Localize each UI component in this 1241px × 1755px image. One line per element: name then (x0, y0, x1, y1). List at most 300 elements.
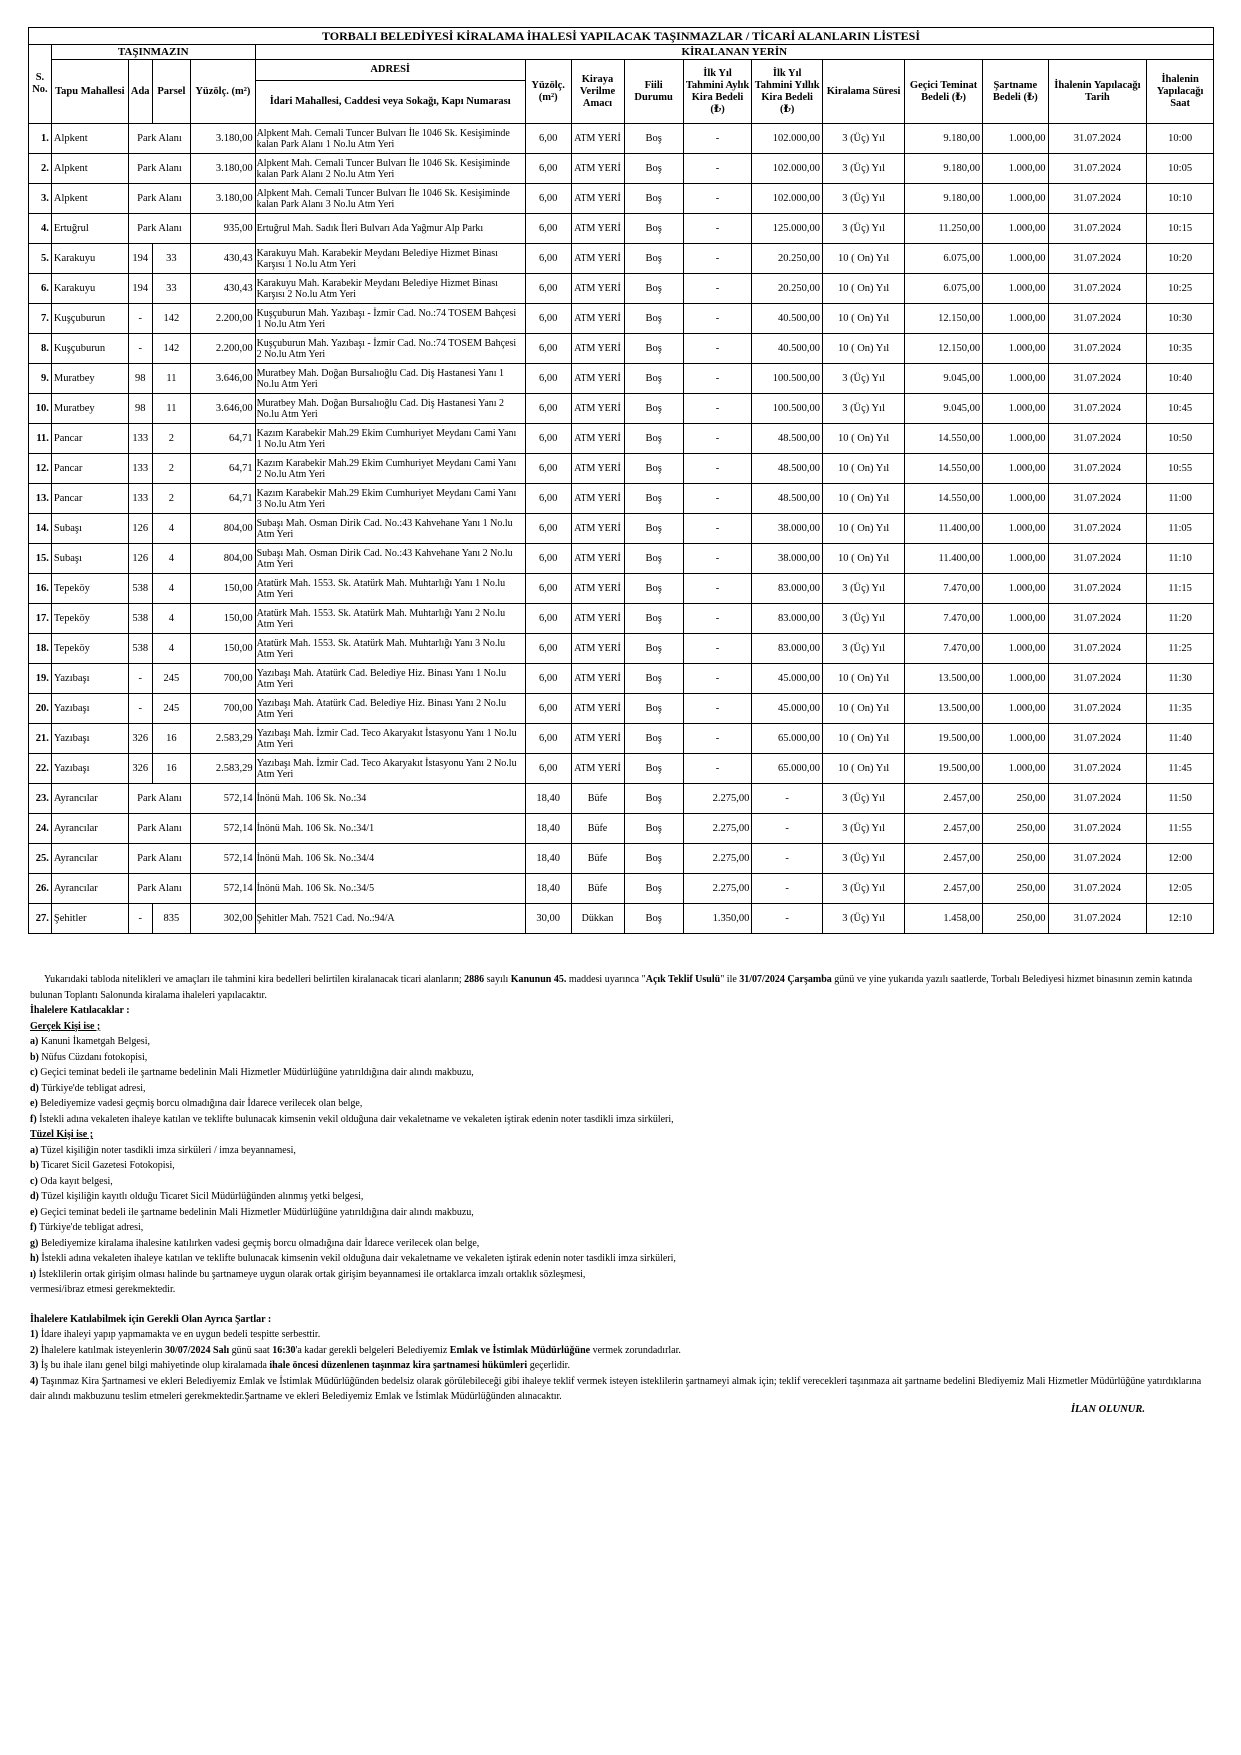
cell-sure: 10 ( On) Yıl (823, 304, 905, 334)
cell-yillik: 38.000,00 (752, 544, 823, 574)
col-amac: Kiraya Verilme Amacı (571, 60, 624, 124)
cell-fiili: Boş (624, 184, 683, 214)
cell-tarih: 31.07.2024 (1048, 724, 1147, 754)
cell-mahalle: Pancar (51, 454, 128, 484)
list-item: d) Tüzel kişiliğin kayıtlı olduğu Ticaret Sicil Müdürlüğünden alınmış yetki belgesi, (30, 1191, 364, 1202)
cell-saat: 11:40 (1147, 724, 1214, 754)
col-ada: Ada (128, 60, 152, 124)
cell-fiili: Boş (624, 394, 683, 424)
cell-amac: Büfe (571, 874, 624, 904)
cell-sure: 10 ( On) Yıl (823, 724, 905, 754)
cell-fiili: Boş (624, 784, 683, 814)
cell-yuzolcum: 64,71 (191, 454, 255, 484)
cell-teminat: 12.150,00 (905, 304, 983, 334)
cell-saat: 10:05 (1147, 154, 1214, 184)
cell-amac: Büfe (571, 844, 624, 874)
cell-ada: 126 (128, 514, 152, 544)
cell-teminat: 19.500,00 (905, 754, 983, 784)
cell-mahalle: Alpkent (51, 184, 128, 214)
table-body (29, 124, 1214, 934)
cell-mahalle: Ayrancılar (51, 814, 128, 844)
group-tasinmaz: TAŞINMAZIN (51, 45, 255, 60)
cell-yuzolcum-kiralanan: 6,00 (525, 754, 571, 784)
cell-fiili: Boş (624, 334, 683, 364)
cell-sure: 10 ( On) Yıl (823, 664, 905, 694)
cell-mahalle: Ayrancılar (51, 784, 128, 814)
cell-amac: ATM YERİ (571, 124, 624, 154)
table-row (29, 814, 1214, 844)
cell-adres: Yazıbaşı Mah. Atatürk Cad. Belediye Hiz. Binası Yanı 1 No.lu Atm Yeri (255, 664, 525, 694)
cell-aylik: - (683, 694, 752, 724)
cell-sure: 3 (Üç) Yıl (823, 874, 905, 904)
cell-amac: Dükkan (571, 904, 624, 934)
cell-parsel: 142 (152, 304, 190, 334)
cell-mahalle: Kuşçuburun (51, 304, 128, 334)
cell-parsel: 4 (152, 634, 190, 664)
cell-mahalle: Subaşı (51, 544, 128, 574)
cell-tarih: 31.07.2024 (1048, 514, 1147, 544)
cell-amac: ATM YERİ (571, 754, 624, 784)
cell-yuzolcum: 2.200,00 (191, 304, 255, 334)
cell-parsel: Park Alanı (128, 874, 190, 904)
cell-fiili: Boş (624, 814, 683, 844)
cell-amac: ATM YERİ (571, 574, 624, 604)
cell-parsel: 4 (152, 514, 190, 544)
cell-parsel: 16 (152, 724, 190, 754)
cell-sure: 3 (Üç) Yıl (823, 124, 905, 154)
cell-yillik: - (752, 784, 823, 814)
table-row (29, 364, 1214, 394)
table-row (29, 724, 1214, 754)
cell-mahalle: Karakuyu (51, 244, 128, 274)
cell-yuzolcum: 64,71 (191, 424, 255, 454)
cell-sartname: 1.000,00 (983, 574, 1048, 604)
cell-tarih: 31.07.2024 (1048, 454, 1147, 484)
cell-teminat: 19.500,00 (905, 724, 983, 754)
cell-sartname: 1.000,00 (983, 544, 1048, 574)
cell-aylik: - (683, 664, 752, 694)
gercek-list (30, 1034, 1216, 1127)
table-row (29, 694, 1214, 724)
cell-sure: 3 (Üç) Yıl (823, 784, 905, 814)
cell-sno: 23. (29, 784, 52, 814)
cell-aylik: - (683, 274, 752, 304)
cell-yillik: 125.000,00 (752, 214, 823, 244)
cell-teminat: 2.457,00 (905, 874, 983, 904)
cell-adres: Karakuyu Mah. Karabekir Meydanı Belediye Hizmet Binası Karşısı 1 No.lu Atm Yeri (255, 244, 525, 274)
cell-sno: 17. (29, 604, 52, 634)
list-item: e) Geçici teminat bedeli ile şartname bedelinin Mali Hizmetler Müdürlüğüne yatırıldığına dair alındı makbuzu, (30, 1206, 474, 1218)
cell-sure: 10 ( On) Yıl (823, 424, 905, 454)
col-adres-title: ADRESİ (255, 60, 525, 81)
table-row (29, 754, 1214, 784)
cell-adres: Kuşçuburun Mah. Yazıbaşı - İzmir Cad. No.:74 TOSEM Bahçesi 1 No.lu Atm Yeri (255, 304, 525, 334)
table-row (29, 214, 1214, 244)
cell-sartname: 1.000,00 (983, 634, 1048, 664)
cell-yuzolcum: 150,00 (191, 574, 255, 604)
cell-sure: 10 ( On) Yıl (823, 754, 905, 784)
cell-mahalle: Kuşçuburun (51, 334, 128, 364)
cell-adres: Kazım Karabekir Mah.29 Ekim Cumhuriyet Meydanı Cami Yanı 2 No.lu Atm Yeri (255, 454, 525, 484)
cell-fiili: Boş (624, 844, 683, 874)
list-item: b) Nüfus Cüzdanı fotokopisi, (30, 1051, 148, 1063)
cell-sartname: 1.000,00 (983, 274, 1048, 304)
property-table (28, 27, 1214, 934)
cell-sartname: 1.000,00 (983, 304, 1048, 334)
cell-yillik: 102.000,00 (752, 154, 823, 184)
cell-yuzolcum-kiralanan: 6,00 (525, 544, 571, 574)
cell-sno: 11. (29, 424, 52, 454)
cell-sartname: 1.000,00 (983, 334, 1048, 364)
cell-yuzolcum: 700,00 (191, 664, 255, 694)
cell-teminat: 12.150,00 (905, 334, 983, 364)
cell-adres: İnönü Mah. 106 Sk. No.:34/5 (255, 874, 525, 904)
cell-sure: 3 (Üç) Yıl (823, 184, 905, 214)
cell-amac: ATM YERİ (571, 274, 624, 304)
cell-sartname: 1.000,00 (983, 184, 1048, 214)
cell-yillik: 102.000,00 (752, 124, 823, 154)
cell-saat: 11:50 (1147, 784, 1214, 814)
cell-ada: - (128, 304, 152, 334)
cell-tarih: 31.07.2024 (1048, 334, 1147, 364)
cell-teminat: 7.470,00 (905, 604, 983, 634)
table-row (29, 244, 1214, 274)
cell-yuzolcum-kiralanan: 6,00 (525, 124, 571, 154)
cell-parsel: 142 (152, 334, 190, 364)
cell-tarih: 31.07.2024 (1048, 274, 1147, 304)
cell-parsel: 835 (152, 904, 190, 934)
cell-sartname: 250,00 (983, 844, 1048, 874)
cell-tarih: 31.07.2024 (1048, 184, 1147, 214)
cell-ada: 326 (128, 754, 152, 784)
cell-teminat: 11.400,00 (905, 544, 983, 574)
cell-ada: 133 (128, 484, 152, 514)
cell-yuzolcum: 3.180,00 (191, 184, 255, 214)
intro-paragraph: Yukarıdaki tabloda nitelikleri ve amaçları ile tahmini kira bedelleri belirtilen kiralanacak ticari alanların; 2886 sayılı Kanunun 45. maddesi uyarınca "Açık Teklif Usulü" ile 31/07/2024 Çarşamba günü ve yine yukarıda yazılı saatlerde, Torbalı Belediyesi hizmet binasının zemin katında bulunan Toplantı Salonunda kiralama ihaleleri yapılacaktır. (30, 974, 1193, 1001)
cell-amac: ATM YERİ (571, 214, 624, 244)
cell-yuzolcum: 64,71 (191, 484, 255, 514)
table-row (29, 394, 1214, 424)
cell-teminat: 9.180,00 (905, 184, 983, 214)
col-tapu: Tapu Mahallesi (51, 60, 128, 124)
cell-mahalle: Subaşı (51, 514, 128, 544)
cell-teminat: 7.470,00 (905, 574, 983, 604)
cell-tarih: 31.07.2024 (1048, 694, 1147, 724)
cell-yuzolcum: 700,00 (191, 694, 255, 724)
cell-saat: 10:30 (1147, 304, 1214, 334)
cell-aylik: - (683, 544, 752, 574)
cell-yillik: 38.000,00 (752, 514, 823, 544)
cell-tarih: 31.07.2024 (1048, 574, 1147, 604)
list-item: f) Türkiye'de tebligat adresi, (30, 1222, 144, 1233)
cell-sno: 26. (29, 874, 52, 904)
cell-sartname: 1.000,00 (983, 724, 1048, 754)
cell-aylik: - (683, 634, 752, 664)
cell-tarih: 31.07.2024 (1048, 904, 1147, 934)
cell-parsel: 4 (152, 604, 190, 634)
cell-saat: 12:00 (1147, 844, 1214, 874)
table-row (29, 334, 1214, 364)
cell-parsel: 2 (152, 424, 190, 454)
cell-yuzolcum: 302,00 (191, 904, 255, 934)
cell-tarih: 31.07.2024 (1048, 754, 1147, 784)
cell-amac: ATM YERİ (571, 334, 624, 364)
cell-yillik: 100.500,00 (752, 394, 823, 424)
cell-aylik: 1.350,00 (683, 904, 752, 934)
cell-saat: 10:45 (1147, 394, 1214, 424)
cell-fiili: Boş (624, 574, 683, 604)
col-sno: S. No. (29, 45, 52, 124)
cell-sno: 21. (29, 724, 52, 754)
cell-fiili: Boş (624, 364, 683, 394)
col-sartname: Şartname Bedeli (₺) (983, 60, 1048, 124)
cell-mahalle: Tepeköy (51, 574, 128, 604)
cell-sno: 27. (29, 904, 52, 934)
cell-yillik: - (752, 874, 823, 904)
cell-tarih: 31.07.2024 (1048, 364, 1147, 394)
cell-teminat: 14.550,00 (905, 484, 983, 514)
cell-sartname: 1.000,00 (983, 754, 1048, 784)
cell-sure: 3 (Üç) Yıl (823, 394, 905, 424)
cell-sno: 9. (29, 364, 52, 394)
cell-yuzolcum-kiralanan: 6,00 (525, 604, 571, 634)
condition-2: 2) İhalelere katılmak isteyenlerin 30/07/2024 Salı günü saat 16:30'a kadar gerekli belgeleri Belediyemiz Emlak ve İstimlak Müdürlüğüne vermek zorundadırlar. (30, 1344, 681, 1356)
condition-3: 3) İş bu ihale ilanı genel bilgi mahiyetinde olup kiralamada ihale öncesi düzenlenen taşınmaz kira şartnamesi hükümleri geçerlidir. (30, 1360, 570, 1371)
cell-amac: ATM YERİ (571, 364, 624, 394)
cell-amac: ATM YERİ (571, 424, 624, 454)
table-row (29, 604, 1214, 634)
cell-saat: 12:05 (1147, 874, 1214, 904)
cell-aylik: - (683, 244, 752, 274)
col-teminat: Geçici Teminat Bedeli (₺) (905, 60, 983, 124)
cell-tarih: 31.07.2024 (1048, 484, 1147, 514)
document (28, 27, 1214, 934)
cell-amac: ATM YERİ (571, 394, 624, 424)
cell-teminat: 13.500,00 (905, 694, 983, 724)
table-row (29, 544, 1214, 574)
cell-adres: Muratbey Mah. Doğan Bursalıoğlu Cad. Diş Hastanesi Yanı 2 No.lu Atm Yeri (255, 394, 525, 424)
col-yillik: İlk Yıl Tahmini Yıllık Kira Bedeli (₺) (752, 60, 823, 124)
cell-sartname: 1.000,00 (983, 604, 1048, 634)
cell-sartname: 1.000,00 (983, 514, 1048, 544)
cell-saat: 11:55 (1147, 814, 1214, 844)
list-item: d) Türkiye'de tebligat adresi, (30, 1082, 146, 1094)
cell-ada: 133 (128, 424, 152, 454)
cell-adres: Alpkent Mah. Cemali Tuncer Bulvarı İle 1046 Sk. Kesişiminde kalan Park Alanı 2 No.lu Atm Yeri (255, 154, 525, 184)
cell-parsel: Park Alanı (128, 154, 190, 184)
cell-yuzolcum: 150,00 (191, 604, 255, 634)
cell-fiili: Boş (624, 904, 683, 934)
cell-fiili: Boş (624, 454, 683, 484)
cell-yuzolcum-kiralanan: 6,00 (525, 184, 571, 214)
cell-sartname: 250,00 (983, 874, 1048, 904)
cell-yuzolcum: 150,00 (191, 634, 255, 664)
cell-mahalle: Karakuyu (51, 274, 128, 304)
cell-yuzolcum: 804,00 (191, 544, 255, 574)
cell-fiili: Boş (624, 274, 683, 304)
cell-aylik: - (683, 604, 752, 634)
cell-sno: 1. (29, 124, 52, 154)
cell-yuzolcum-kiralanan: 6,00 (525, 514, 571, 544)
cell-amac: ATM YERİ (571, 544, 624, 574)
cell-saat: 11:35 (1147, 694, 1214, 724)
cell-sure: 10 ( On) Yıl (823, 274, 905, 304)
cell-sno: 2. (29, 154, 52, 184)
cell-fiili: Boş (624, 154, 683, 184)
table-row (29, 634, 1214, 664)
cell-aylik: - (683, 184, 752, 214)
list-item: a) Kanuni İkametgah Belgesi, (30, 1036, 150, 1047)
cell-sure: 10 ( On) Yıl (823, 694, 905, 724)
cell-parsel: 2 (152, 484, 190, 514)
cell-adres: Şehitler Mah. 7521 Cad. No.:94/A (255, 904, 525, 934)
cell-aylik: - (683, 424, 752, 454)
cell-sure: 10 ( On) Yıl (823, 514, 905, 544)
cell-adres: Alpkent Mah. Cemali Tuncer Bulvarı İle 1046 Sk. Kesişiminde kalan Park Alanı 3 No.lu Atm Yeri (255, 184, 525, 214)
cell-yillik: 102.000,00 (752, 184, 823, 214)
cell-sartname: 1.000,00 (983, 454, 1048, 484)
cell-adres: İnönü Mah. 106 Sk. No.:34/1 (255, 814, 525, 844)
col-tarih: İhalenin Yapılacağı Tarih (1048, 60, 1147, 124)
cell-yuzolcum: 430,43 (191, 244, 255, 274)
cell-ada: 538 (128, 574, 152, 604)
cell-mahalle: Yazıbaşı (51, 754, 128, 784)
cell-yillik: 65.000,00 (752, 724, 823, 754)
cell-parsel: 2 (152, 454, 190, 484)
list-item: c) Oda kayıt belgesi, (30, 1175, 113, 1187)
cell-parsel: 4 (152, 544, 190, 574)
cell-ada: 194 (128, 244, 152, 274)
cell-tarih: 31.07.2024 (1048, 214, 1147, 244)
cell-yuzolcum-kiralanan: 6,00 (525, 244, 571, 274)
cell-ada: - (128, 334, 152, 364)
cell-aylik: - (683, 304, 752, 334)
cell-adres: Yazıbaşı Mah. Atatürk Cad. Belediye Hiz. Binası Yanı 2 No.lu Atm Yeri (255, 694, 525, 724)
cell-fiili: Boş (624, 124, 683, 154)
page-title: TORBALI BELEDİYESİ KİRALAMA İHALESİ YAPILACAK TAŞINMAZLAR / TİCARİ ALANLARIN LİSTESİ (29, 28, 1214, 45)
cell-aylik: 2.275,00 (683, 814, 752, 844)
cell-parsel: Park Alanı (128, 124, 190, 154)
cell-mahalle: Yazıbaşı (51, 664, 128, 694)
cell-sno: 14. (29, 514, 52, 544)
cell-fiili: Boş (624, 304, 683, 334)
cell-aylik: - (683, 454, 752, 484)
cell-fiili: Boş (624, 754, 683, 784)
cell-parsel: 245 (152, 664, 190, 694)
cell-ada: 194 (128, 274, 152, 304)
cell-adres: Kazım Karabekir Mah.29 Ekim Cumhuriyet Meydanı Cami Yanı 1 No.lu Atm Yeri (255, 424, 525, 454)
col-aylik: İlk Yıl Tahmini Aylık Kira Bedeli (₺) (683, 60, 752, 124)
cell-fiili: Boş (624, 874, 683, 904)
cell-fiili: Boş (624, 604, 683, 634)
cell-yillik: 83.000,00 (752, 604, 823, 634)
cell-yuzolcum: 572,14 (191, 844, 255, 874)
cell-saat: 11:15 (1147, 574, 1214, 604)
cell-tarih: 31.07.2024 (1048, 874, 1147, 904)
cell-sno: 15. (29, 544, 52, 574)
cell-sartname: 250,00 (983, 784, 1048, 814)
cell-yuzolcum-kiralanan: 18,40 (525, 814, 571, 844)
cell-mahalle: Pancar (51, 484, 128, 514)
gercek-title: Gerçek Kişi ise ; (30, 1020, 101, 1032)
cell-sure: 3 (Üç) Yıl (823, 364, 905, 394)
cell-adres: Atatürk Mah. 1553. Sk. Atatürk Mah. Muhtarlığı Yanı 1 No.lu Atm Yeri (255, 574, 525, 604)
cell-sartname: 250,00 (983, 904, 1048, 934)
table-row (29, 784, 1214, 814)
cell-fiili: Boş (624, 664, 683, 694)
list-item: ı) İsteklilerin ortak girişim olması halinde bu şartnameye uygun olarak ortak girişim beyannamesi ile ortaklarca imzalı ortaklık sözleşmesi, (30, 1268, 586, 1280)
cell-adres: Karakuyu Mah. Karabekir Meydanı Belediye Hizmet Binası Karşısı 2 No.lu Atm Yeri (255, 274, 525, 304)
cell-saat: 10:20 (1147, 244, 1214, 274)
cell-saat: 12:10 (1147, 904, 1214, 934)
cell-yuzolcum: 3.180,00 (191, 154, 255, 184)
cell-yuzolcum-kiralanan: 6,00 (525, 424, 571, 454)
cell-yillik: 65.000,00 (752, 754, 823, 784)
col-adres-sub: İdari Mahallesi, Caddesi veya Sokağı, Kapı Numarası (255, 81, 525, 124)
cell-sure: 10 ( On) Yıl (823, 544, 905, 574)
cell-yuzolcum-kiralanan: 6,00 (525, 334, 571, 364)
cell-sure: 3 (Üç) Yıl (823, 634, 905, 664)
cell-yuzolcum: 572,14 (191, 874, 255, 904)
cell-adres: İnönü Mah. 106 Sk. No.:34/4 (255, 844, 525, 874)
col-yuzolcum: Yüzölç. (m²) (191, 60, 255, 124)
cell-yillik: - (752, 904, 823, 934)
cell-sure: 3 (Üç) Yıl (823, 214, 905, 244)
cell-parsel: Park Alanı (128, 844, 190, 874)
cell-amac: ATM YERİ (571, 514, 624, 544)
cell-yuzolcum: 3.646,00 (191, 394, 255, 424)
cell-ada: 133 (128, 454, 152, 484)
cell-aylik: 2.275,00 (683, 844, 752, 874)
col-yuzolcum-kiralanan: Yüzölç. (m²) (525, 60, 571, 124)
cell-saat: 10:50 (1147, 424, 1214, 454)
cell-teminat: 14.550,00 (905, 424, 983, 454)
cell-aylik: - (683, 364, 752, 394)
cell-yuzolcum-kiralanan: 6,00 (525, 664, 571, 694)
cell-fiili: Boş (624, 484, 683, 514)
cell-yuzolcum: 572,14 (191, 784, 255, 814)
cell-fiili: Boş (624, 424, 683, 454)
cell-tarih: 31.07.2024 (1048, 634, 1147, 664)
table-row (29, 454, 1214, 484)
cell-sno: 19. (29, 664, 52, 694)
cell-parsel: 4 (152, 574, 190, 604)
cell-yuzolcum-kiralanan: 6,00 (525, 394, 571, 424)
cell-parsel: 11 (152, 394, 190, 424)
list-item: e) Belediyemize vadesi geçmiş borcu olmadığına dair İdarece verilecek olan belge, (30, 1098, 363, 1109)
cell-aylik: - (683, 754, 752, 784)
cell-yillik: 83.000,00 (752, 574, 823, 604)
cell-teminat: 11.250,00 (905, 214, 983, 244)
closing-statement: İLAN OLUNUR. (1070, 1404, 1145, 1415)
cell-parsel: 33 (152, 274, 190, 304)
table-row (29, 484, 1214, 514)
cell-sno: 7. (29, 304, 52, 334)
group-kiralanan: KİRALANAN YERİN (255, 45, 1213, 60)
cell-teminat: 2.457,00 (905, 814, 983, 844)
cell-parsel: Park Alanı (128, 784, 190, 814)
cell-mahalle: Tepeköy (51, 604, 128, 634)
cell-sartname: 1.000,00 (983, 484, 1048, 514)
cell-teminat: 9.180,00 (905, 124, 983, 154)
cell-yuzolcum-kiralanan: 30,00 (525, 904, 571, 934)
cell-sartname: 250,00 (983, 814, 1048, 844)
cell-aylik: - (683, 574, 752, 604)
cell-sartname: 1.000,00 (983, 214, 1048, 244)
cell-yillik: 48.500,00 (752, 454, 823, 484)
cell-parsel: 245 (152, 694, 190, 724)
condition-4: 4) Taşınmaz Kira Şartnamesi ve ekleri Belediyemiz Emlak ve İstimlak Müdürlüğünden bedelsiz olarak görülebileceği gibi ihaleye teklif vermek isteyen isteklilerin şartnameyi almak için; teklif verecekleri taşınmaza ait şartname bedelini Blediyemiz Mali Hizmetler Müdürlüğüne yatırdıklarına dair alındı makbuzunu teslim etmeleri gerekmektedir.Şartname ve ekleri Belediyemiz Emlak ve İstimlak Müdürlüğünden alınacaktır. (30, 1375, 1202, 1402)
